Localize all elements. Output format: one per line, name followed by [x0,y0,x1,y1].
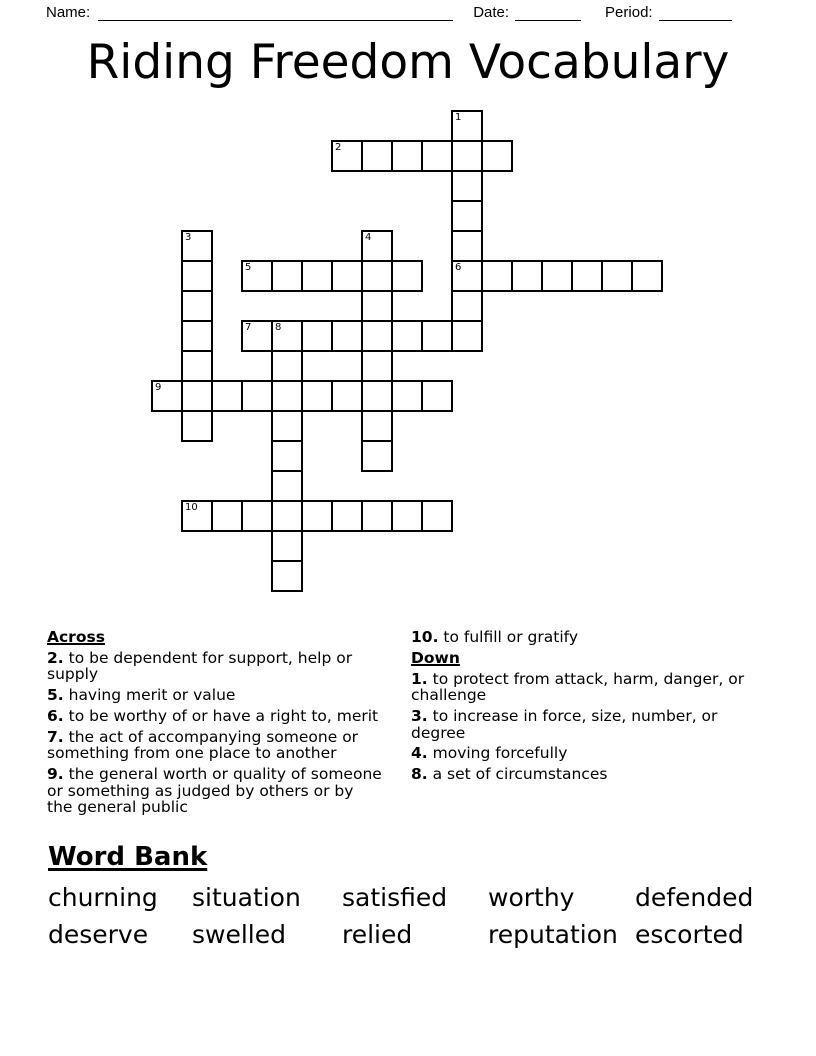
clue-text: the act of accompanying someone or something from one place to another [47,727,359,763]
grid-cell[interactable] [271,440,303,472]
grid-cell[interactable] [361,410,393,442]
clue-number: 8. [411,765,428,784]
grid-cell-7[interactable] [241,320,273,352]
grid-cell[interactable] [301,320,333,352]
grid-cell[interactable] [181,260,213,292]
word-bank-word: situation [192,883,301,912]
grid-cell[interactable] [241,380,273,412]
word-bank-word: deserve [48,920,149,949]
clue-number: 6. [47,706,64,725]
grid-cell[interactable] [541,260,573,292]
grid-cell[interactable] [451,140,483,172]
word-bank-word: reputation [488,920,618,949]
grid-cell[interactable] [361,290,393,322]
grid-cell[interactable] [451,230,483,262]
grid-cell[interactable] [481,260,513,292]
clue-across-2 [47,650,383,683]
grid-cell-6[interactable] [451,260,483,292]
grid-cell[interactable] [271,560,303,592]
grid-cell[interactable] [391,500,423,532]
grid-cell[interactable] [271,530,303,562]
grid-cell[interactable] [391,260,423,292]
grid-cell[interactable] [601,260,633,292]
clue-number: 4. [411,744,428,763]
grid-cell[interactable] [271,350,303,382]
down-heading: Down [411,648,460,667]
cell-number: 1 [455,112,462,123]
cell-number: 7 [245,322,252,333]
cell-number: 4 [365,232,372,243]
grid-cell-1[interactable] [451,110,483,142]
grid-cell-5[interactable] [241,260,273,292]
clue-text: to protect from attack, harm, danger, or challenge [411,669,745,705]
name-blank-line[interactable] [98,4,453,21]
clue-down-4 [411,745,773,762]
clue-text: having merit or value [63,686,236,705]
grid-cell[interactable] [331,320,363,352]
grid-cell[interactable] [301,500,333,532]
clues-across-column [47,629,383,820]
grid-cell[interactable] [361,380,393,412]
grid-cell[interactable] [421,500,453,532]
cell-number: 5 [245,262,252,273]
period-blank-line[interactable] [659,4,732,21]
clue-number: 1. [411,669,428,688]
cell-number: 6 [455,262,462,273]
clue-text: to be dependent for support, help or supply [47,648,353,684]
header [46,4,732,21]
grid-cell-8[interactable] [271,320,303,352]
grid-cell[interactable] [631,260,663,292]
grid-cell[interactable] [361,140,393,172]
name-label: Name: [46,4,91,21]
clue-number: 7. [47,727,64,746]
grid-cell-4[interactable] [361,230,393,262]
grid-cell[interactable] [301,380,333,412]
grid-cell[interactable] [361,260,393,292]
clue-across-6 [47,708,383,725]
date-blank-line[interactable] [515,4,581,21]
grid-cell[interactable] [421,140,453,172]
clue-down-3 [411,708,773,741]
grid-cell-10[interactable] [181,500,213,532]
grid-cell[interactable] [571,260,603,292]
clue-down-1 [411,671,773,704]
grid-cell[interactable] [331,380,363,412]
grid-cell[interactable] [241,500,273,532]
grid-cell[interactable] [181,380,213,412]
across-heading: Across [47,628,105,646]
grid-cell-3[interactable] [181,230,213,262]
word-bank-word: defended [635,883,754,912]
grid-cell[interactable] [331,260,363,292]
grid-cell[interactable] [271,410,303,442]
clue-text: the general worth or quality of someone or something as judged by others or by the general public [47,765,382,817]
grid-cell[interactable] [451,170,483,202]
clue-down-8 [411,766,773,783]
grid-cell[interactable] [271,380,303,412]
grid-cell[interactable] [391,140,423,172]
clue-number: 2. [47,648,64,667]
grid-cell[interactable] [301,260,333,292]
grid-cell[interactable] [361,440,393,472]
grid-cell[interactable] [271,470,303,502]
word-bank-word: relied [342,920,413,949]
clue-text: a set of circumstances [427,765,608,784]
word-bank-word: worthy [488,883,575,912]
grid-cell[interactable] [331,500,363,532]
page-title: Riding Freedom Vocabulary [86,35,730,90]
grid-cell[interactable] [451,200,483,232]
grid-cell[interactable] [361,350,393,382]
cell-number: 2 [335,142,342,153]
grid-cell[interactable] [211,380,243,412]
grid-cell-2[interactable] [331,140,363,172]
period-label: Period: [605,4,653,21]
grid-cell[interactable] [421,380,453,412]
word-bank-heading: Word Bank [48,842,208,872]
cell-number: 9 [155,382,162,393]
grid-cell[interactable] [181,320,213,352]
word-bank-word: churning [48,883,158,912]
grid-cell-9[interactable] [151,380,183,412]
grid-cell[interactable] [481,140,513,172]
grid-cell[interactable] [361,500,393,532]
clue-across-9 [47,766,383,816]
grid-cell[interactable] [271,260,303,292]
grid-cell[interactable] [181,410,213,442]
clue-number: 5. [47,686,64,705]
clue-text: to increase in force, size, number, or degree [411,706,718,742]
clue-across-10 [411,629,773,646]
clue-number: 9. [47,765,64,784]
grid-cell[interactable] [211,500,243,532]
word-bank-word: satisfied [342,883,448,912]
grid-cell[interactable] [511,260,543,292]
cell-number: 8 [275,322,282,333]
clue-text: to fulfill or gratify [438,628,579,646]
clue-text: to be worthy of or have a right to, merit [63,706,379,725]
grid-cell[interactable] [391,320,423,352]
grid-cell[interactable] [181,290,213,322]
cell-number: 10 [185,502,198,513]
clue-across-7 [47,729,383,762]
cell-number: 3 [185,232,192,243]
grid-cell[interactable] [361,320,393,352]
grid-cell[interactable] [391,380,423,412]
grid-cell[interactable] [451,290,483,322]
clue-across-5 [47,687,383,704]
grid-cell[interactable] [181,350,213,382]
word-bank-word: swelled [192,920,286,949]
date-label: Date: [473,4,510,21]
clues-down-column [411,629,773,787]
word-bank-list [48,882,790,950]
grid-cell[interactable] [451,320,483,352]
clue-text: moving forcefully [427,744,568,763]
clue-number: 3. [411,706,428,725]
grid-cell[interactable] [271,500,303,532]
word-bank-word: escorted [635,920,744,949]
clue-number: 10. [411,628,439,646]
grid-cell[interactable] [421,320,453,352]
